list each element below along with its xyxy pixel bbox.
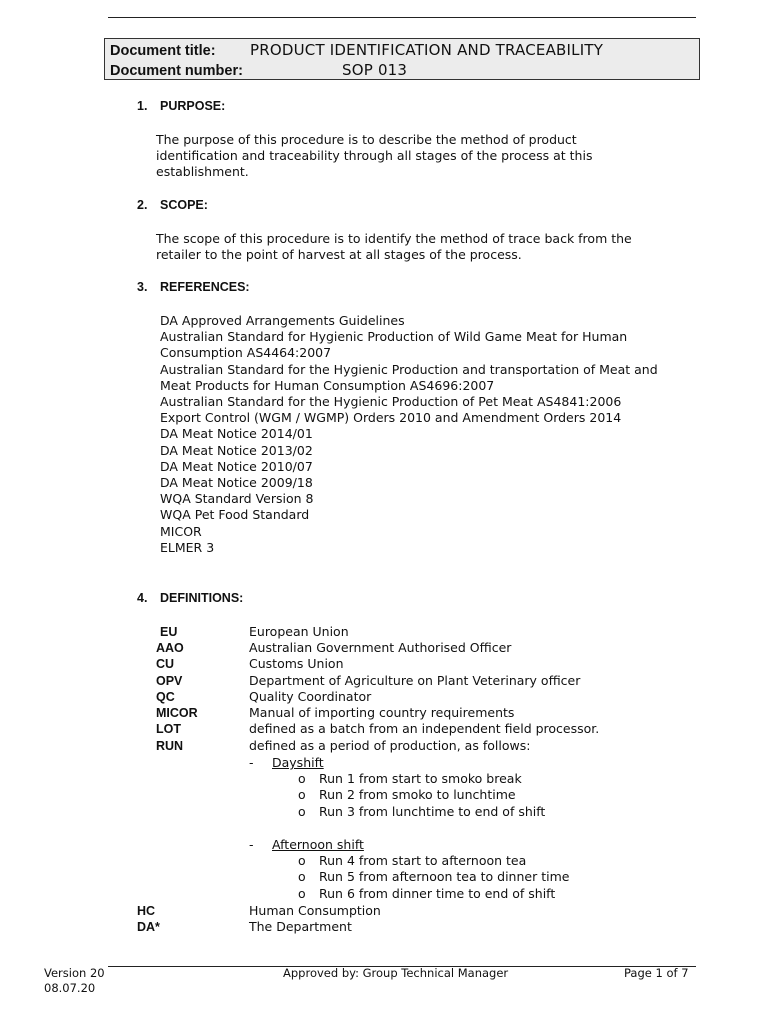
list-dash: - — [249, 755, 254, 770]
footer-page-number: Page 1 of 7 — [624, 966, 689, 980]
paragraph-line: identification and traceability through all stages of the process at this — [156, 148, 593, 164]
section-title: PURPOSE: — [160, 99, 226, 113]
paragraph-line: retailer to the point of harvest at all stages of the process. — [156, 247, 522, 263]
definitions-heading — [137, 591, 244, 605]
definition-term: EU — [160, 625, 178, 639]
footer-version: Version 20 — [44, 966, 105, 980]
section-number: 1. — [137, 99, 148, 113]
reference-item: ELMER 3 — [160, 539, 215, 555]
reference-item: DA Meat Notice 2014/01 — [160, 426, 313, 442]
purpose-heading — [137, 99, 226, 113]
bullet-o: o — [298, 787, 306, 802]
document-title-label: Document title: — [110, 43, 216, 59]
footer-approved-by: Approved by: Group Technical Manager — [283, 966, 509, 980]
section-title: REFERENCES: — [160, 280, 250, 294]
section-title: DEFINITIONS: — [160, 591, 244, 605]
bullet-o: o — [298, 853, 306, 868]
reference-item: DA Approved Arrangements Guidelines — [160, 313, 405, 328]
run-item: Run 1 from start to smoko break — [319, 771, 522, 786]
paragraph-line: establishment. — [156, 164, 249, 180]
definition-text: Customs Union — [249, 656, 344, 671]
section-number: 3. — [137, 280, 148, 294]
definition-text: European Union — [249, 624, 349, 639]
definition-text: Department of Agriculture on Plant Veterinary officer — [249, 673, 581, 688]
paragraph-line: The purpose of this procedure is to describe the method of product — [156, 132, 577, 147]
definition-text: Manual of importing country requirements — [249, 705, 515, 720]
scope-heading — [137, 198, 208, 212]
definition-term: LOT — [156, 722, 181, 736]
run-item: Run 6 from dinner time to end of shift — [319, 886, 556, 901]
reference-item: Consumption AS4464:2007 — [160, 345, 332, 361]
list-dash: - — [249, 837, 254, 852]
bullet-o: o — [298, 869, 306, 884]
definition-term: MICOR — [156, 706, 198, 720]
document-number-value: SOP 013 — [342, 61, 408, 79]
reference-item: DA Meat Notice 2010/07 — [160, 458, 313, 474]
definition-text: Human Consumption — [249, 903, 381, 918]
definition-term: CU — [156, 657, 175, 671]
definition-text: The Department — [249, 919, 352, 934]
reference-item: WQA Pet Food Standard — [160, 507, 310, 523]
definition-term: AAO — [156, 641, 184, 655]
reference-item: Export Control (WGM / WGMP) Orders 2010 and Amendment Orders 2014 — [160, 410, 622, 426]
section-title: SCOPE: — [160, 198, 208, 212]
top-rule — [108, 17, 696, 18]
definition-text: defined as a period of production, as follows: — [249, 738, 531, 753]
references-list — [160, 313, 658, 556]
run-item: Run 2 from smoko to lunchtime — [319, 787, 516, 802]
definition-text: Australian Government Authorised Officer — [249, 640, 512, 655]
definition-term: OPV — [156, 674, 183, 688]
bullet-o: o — [298, 886, 306, 901]
document-header-box — [104, 38, 700, 80]
afternoon-shift-label: Afternoon shift — [272, 837, 364, 852]
section-number: 4. — [137, 591, 148, 605]
run-item: Run 3 from lunchtime to end of shift — [319, 804, 546, 819]
bullet-o: o — [298, 804, 306, 819]
references-heading — [137, 280, 250, 294]
reference-item: Meat Products for Human Consumption AS4696:2007 — [160, 377, 495, 393]
definition-term: RUN — [156, 739, 184, 753]
footer-date: 08.07.20 — [44, 981, 96, 995]
section-number: 2. — [137, 198, 148, 212]
reference-item: WQA Standard Version 8 — [160, 491, 314, 507]
document-number-label: Document number: — [110, 63, 243, 79]
run-item: Run 5 from afternoon tea to dinner time — [319, 869, 570, 884]
definition-term: QC — [156, 690, 175, 704]
definition-term: HC — [137, 904, 156, 918]
purpose-paragraph — [156, 132, 592, 181]
dayshift-label: Dayshift — [272, 755, 324, 770]
bullet-o: o — [298, 771, 306, 786]
reference-item: Australian Standard for the Hygienic Production and transportation of Meat and — [160, 361, 658, 377]
reference-item: MICOR — [160, 523, 202, 539]
run-item: Run 4 from start to afternoon tea — [319, 853, 527, 868]
scope-paragraph — [156, 231, 632, 263]
definition-text: defined as a batch from an independent field processor. — [249, 721, 600, 736]
reference-item: Australian Standard for Hygienic Production of Wild Game Meat for Human — [160, 329, 628, 345]
paragraph-line: The scope of this procedure is to identify the method of trace back from the — [156, 231, 632, 246]
document-title-value: PRODUCT IDENTIFICATION AND TRACEABILITY — [250, 41, 604, 59]
reference-item: Australian Standard for the Hygienic Production of Pet Meat AS4841:2006 — [160, 394, 622, 410]
reference-item: DA Meat Notice 2009/18 — [160, 475, 313, 491]
definition-text: Quality Coordinator — [249, 689, 372, 704]
definition-term: DA* — [137, 920, 160, 934]
reference-item: DA Meat Notice 2013/02 — [160, 442, 313, 458]
